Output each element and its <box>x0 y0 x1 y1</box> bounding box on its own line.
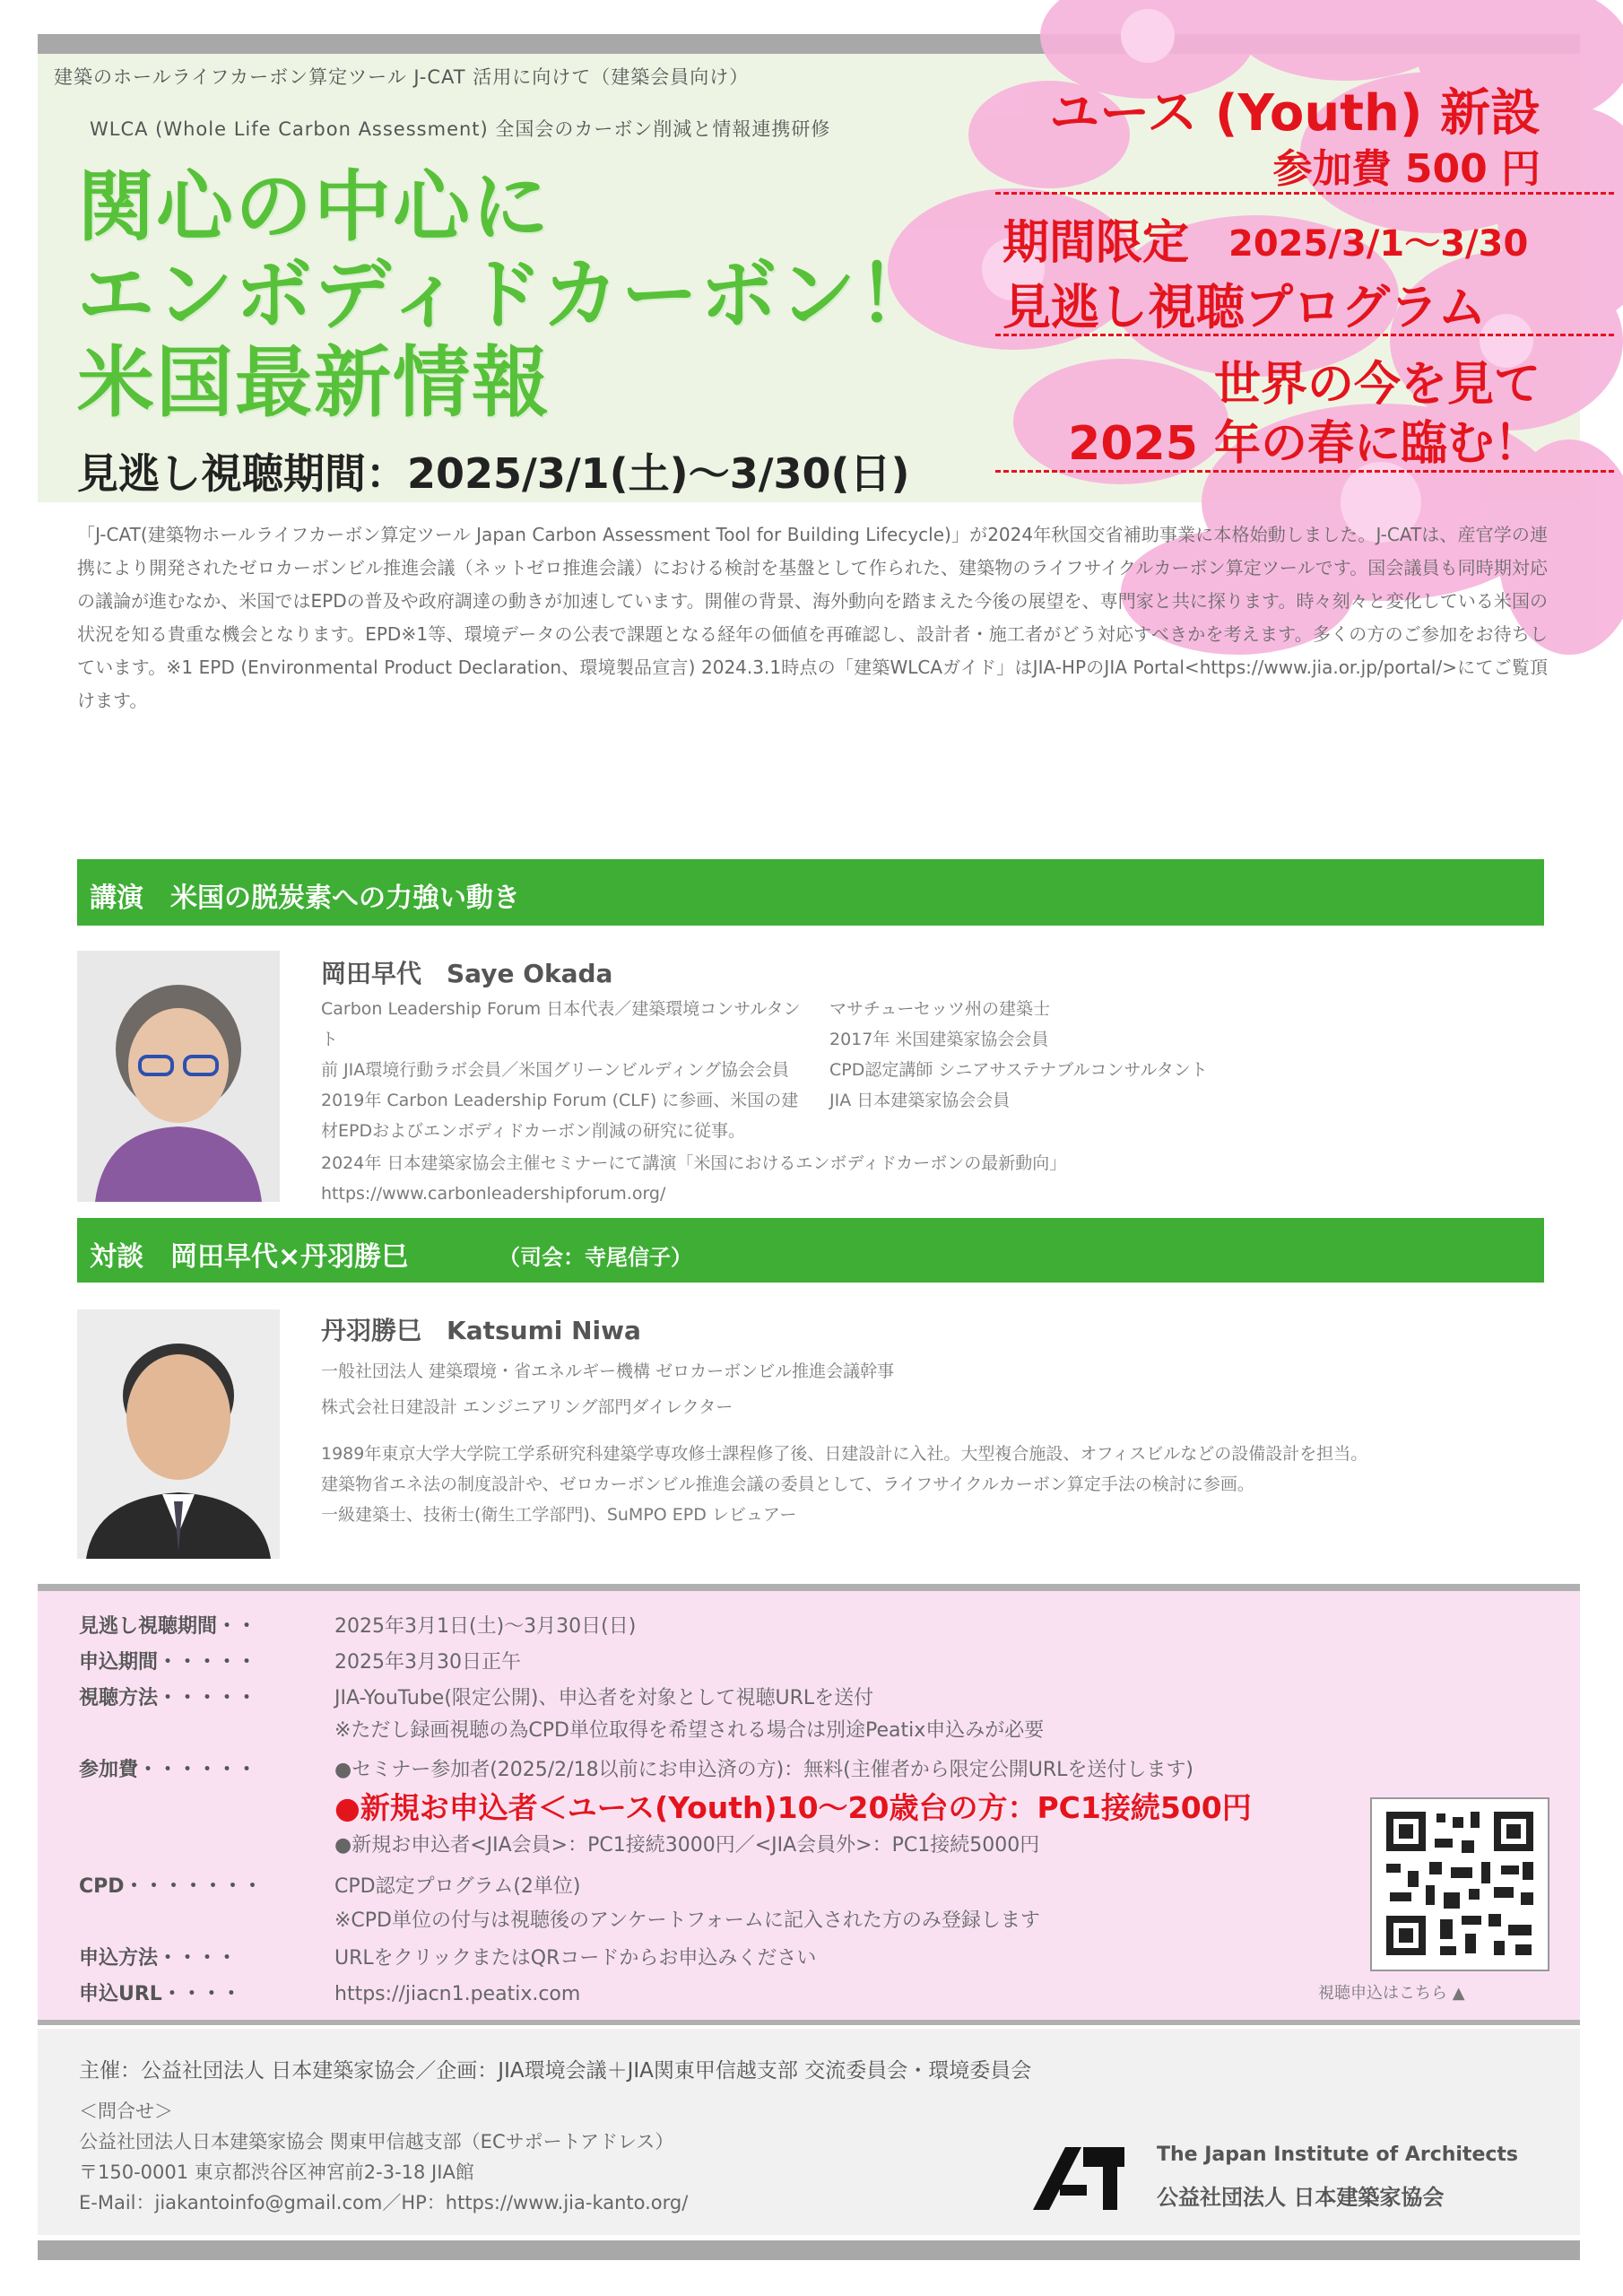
program-heading: 見逃し視聴プログラム <box>1002 279 1487 335</box>
header-subtitle-1: 建築のホールライフカーボン算定ツール J-CAT 活用に向けて（建築会員向け） <box>54 66 750 88</box>
info-row-fee-existing <box>79 1754 1193 1782</box>
footer-contact-org: 公益社団法人日本建築家協会 関東甲信越支部（ECサポートアドレス） <box>79 2131 674 2152</box>
bottom-border-bar <box>38 2240 1580 2260</box>
info-row-cpd <box>79 1871 581 1899</box>
okada-affil-line: CPD認定講師 シニアサステナブルコンサルタント <box>829 1060 1208 1080</box>
okada-affil-line: 2017年 米国建築家協会会員 <box>829 1030 1049 1049</box>
okada-bio-link[interactable]: https://www.carbonleadershipforum.org/ <box>321 1184 666 1204</box>
speaker-niwa-bio <box>321 1439 1541 1530</box>
speaker-niwa-affiliations <box>321 1356 1541 1422</box>
main-title-line-2: エンボディドカーボン！ <box>77 250 937 340</box>
info-row-fee-new <box>79 1830 1039 1857</box>
info-value: ※CPD単位の付与は視聴後のアンケートフォームに記入された方のみ登録します <box>334 1909 1040 1932</box>
info-label: 申込期間・・・・・ <box>79 1651 257 1674</box>
info-row-cpd-note <box>79 1905 1040 1933</box>
footer-contact-email[interactable]: E-Mail：jiakantoinfo@gmail.com／HP：https://www.jia-kanto.org/ <box>79 2192 689 2213</box>
apply-url-link[interactable]: https://jiacn1.peatix.com <box>334 1983 581 2005</box>
info-row-apply-url <box>79 1979 580 2006</box>
info-label: CPD・・・・・・・ <box>79 1875 263 1898</box>
niwa-bio-line: 一級建築士、技術士(衛生工学部門)、SuMPO EPD レビュアー <box>321 1505 797 1525</box>
jia-logo <box>1029 2140 1128 2213</box>
jia-logo-japanese: 公益社団法人 日本建築家協会 <box>1157 2185 1445 2210</box>
info-label: 申込URL・・・・ <box>79 1983 241 2005</box>
speaker-niwa-portrait <box>77 1309 280 1559</box>
lecture-section-bar <box>77 859 1544 926</box>
info-row-deadline <box>79 1647 521 1674</box>
niwa-bio-line: 1989年東京大学大学院工学系研究科建築学専攻修士課程修了後、日建設計に入社。大型複合施設、オフィスビルなどの設備設計を担当。 <box>321 1444 1368 1464</box>
okada-bio-line: Carbon Leadership Forum 日本代表／建築環境コンサルタント <box>321 999 801 1049</box>
lecture-header: 講演 米国の脱炭素への力強い動き <box>90 883 520 914</box>
speaker-niwa-name: 丹羽勝巳 Katsumi Niwa <box>321 1316 641 1345</box>
info-row-viewing-note <box>79 1715 1044 1743</box>
promo-divider-1 <box>995 192 1614 195</box>
qr-code[interactable] <box>1370 1797 1549 1971</box>
speaker-okada-affiliations <box>829 994 1547 1116</box>
info-value: 2025年3月1日(土)〜3月30日(日) <box>334 1615 637 1638</box>
dialogue-moderator: （司会：寺尾信子） <box>499 1245 692 1270</box>
jia-logo-mark-icon <box>1029 2140 1128 2213</box>
info-value: URLをクリックまたはQRコードからお申込みください <box>334 1947 817 1970</box>
info-value: 2025年3月30日正午 <box>334 1651 521 1674</box>
youth-fee-highlight: ●新規お申込者＜ユース(Youth)10〜20歳台の方：PC1接続500円 <box>334 1790 1252 1825</box>
promo-divider-2 <box>995 334 1614 336</box>
okada-affil-line: JIA 日本建築家協会会員 <box>829 1091 1011 1110</box>
speaker-okada-bio <box>321 994 805 1146</box>
info-value: CPD認定プログラム(2単位) <box>334 1875 581 1898</box>
qr-code-graphic <box>1372 1799 1548 1970</box>
main-title-line-1: 関心の中心に <box>77 162 551 252</box>
promo-divider-3 <box>995 470 1614 473</box>
youth-new-heading: ユース (Youth) 新設 <box>1049 84 1541 143</box>
header-subtitle-2: WLCA (Whole Life Carbon Assessment) 全国会のカーボン削減と情報連携研修 <box>90 118 831 140</box>
niwa-bio-line: 建築物省エネ法の制度設計や、ゼロカーボンビル推進会議の委員として、ライフサイクルカーボン算定手法の検討に参画。 <box>321 1474 1254 1494</box>
okada-bio-line: 2019年 Carbon Leadership Forum (CLF) に参画、米国の建材EPDおよびエンボディドカーボン削減の研究に従事。 <box>321 1091 799 1141</box>
intro-paragraph: 「J-CAT(建築物ホールライフカーボン算定ツール Japan Carbon Assessment Tool for Building Lifecycle)」が2024年秋国交省補助事業に本格始動しました。J-CATは、産官学の連携により開発されたゼロカーボンビル推進会議（ネットゼロ推進会議）における検討を基盤として作られた、建築物のライフサイクルカーボン算定ツールです。国会議員も同時期対応の議論が進むなか、米国ではEPDの普及や政府調達の動きが加速しています。開催の背景、海外動向を踏まえた今後の展望を、専門家と共に探ります。時々刻々と変化している米国の状況を知る貴重な機会となります。EPD※1等、環境データの公表で課題となる経年の価値を再確認し、設計者・施工者がどう対応すべきかを考えます。多くの方のご参加をお待ちしています。※1 EPD (Environmental Product Declaration、環境製品宣言) 2024.3.1時点の「建築WLCAガイド」はJIA-HPのJIA Portal<https://www.jia.or.jp/portal/>にてご覧頂けます。 <box>77 524 1548 711</box>
speaker-niwa-photo <box>77 1309 280 1559</box>
youth-fee: 参加費 500 円 <box>1272 146 1541 192</box>
info-value: ●新規お申込者<JIA会員>：PC1接続3000円／<JIA会員外>：PC1接続5000円 <box>334 1834 1040 1857</box>
slogan-line-2: 2025 年の春に臨む！ <box>1068 417 1541 471</box>
info-label: 見逃し視聴期間・・ <box>79 1615 257 1638</box>
dialogue-header: 対談 岡田早代×丹羽勝巳 <box>90 1241 409 1273</box>
info-row-apply-method <box>79 1943 816 1970</box>
info-label: 視聴方法・・・・・ <box>79 1687 257 1709</box>
info-value: ※ただし録画視聴の為CPD単位取得を希望される場合は別途Peatix申込みが必要 <box>334 1719 1045 1742</box>
niwa-affil-line: 株式会社日建設計 エンジニアリング部門ダイレクター <box>321 1397 733 1417</box>
info-row-viewing-method <box>79 1683 873 1710</box>
info-label: 参加費・・・・・・ <box>79 1759 257 1781</box>
niwa-affil-line: 一般社団法人 建築環境・省エネルギー機構 ゼロカーボンビル推進会議幹事 <box>321 1361 895 1381</box>
info-row-viewing-period <box>79 1611 636 1639</box>
okada-bio-line: 2024年 日本建築家協会主催セミナーにて講演「米国におけるエンボディドカーボンの最新動向」 <box>321 1153 1067 1173</box>
okada-affil-line: マサチューセッツ州の建築士 <box>829 999 1051 1019</box>
footer-contact-label: ＜問合せ＞ <box>79 2100 173 2122</box>
speaker-okada-name: 岡田早代 Saye Okada <box>321 959 613 988</box>
viewing-period: 見逃し視聴期間：2025/3/1(土)〜3/30(日) <box>77 449 910 498</box>
speaker-okada-bio-extra <box>321 1148 1218 1209</box>
speaker-okada-portrait <box>77 951 280 1202</box>
qr-caption: 視聴申込はこちら ▲ <box>1318 1984 1465 2003</box>
footer-contact-address: 〒150-0001 東京都渋谷区神宮前2-3-18 JIA館 <box>79 2161 474 2183</box>
info-label: 申込方法・・・・ <box>79 1947 238 1970</box>
dialogue-section-bar <box>77 1218 1544 1283</box>
speaker-okada-photo <box>77 951 280 1202</box>
slogan-line-1: 世界の今を見て <box>1213 358 1541 412</box>
footer-organizer: 主催：公益社団法人 日本建築家協会／企画：JIA環境会議＋JIA関東甲信越支部 交流委員会・環境委員会 <box>79 2059 1032 2083</box>
main-title-line-3: 米国最新情報 <box>77 338 551 428</box>
limited-dates: 2025/3/1〜3/30 <box>1228 223 1529 265</box>
info-value: ●セミナー参加者(2025/2/18以前にお申込済の方)：無料(主催者から限定公開URLを送付します) <box>334 1759 1193 1781</box>
info-value: JIA-YouTube(限定公開)、申込者を対象として視聴URLを送付 <box>334 1687 874 1709</box>
jia-logo-english: The Japan Institute of Architects <box>1157 2144 1519 2166</box>
limited-label: 期間限定 <box>1002 216 1190 270</box>
okada-bio-line: 前 JIA環境行動ラボ会員／米国グリーンビルディング協会会員 <box>321 1060 789 1080</box>
